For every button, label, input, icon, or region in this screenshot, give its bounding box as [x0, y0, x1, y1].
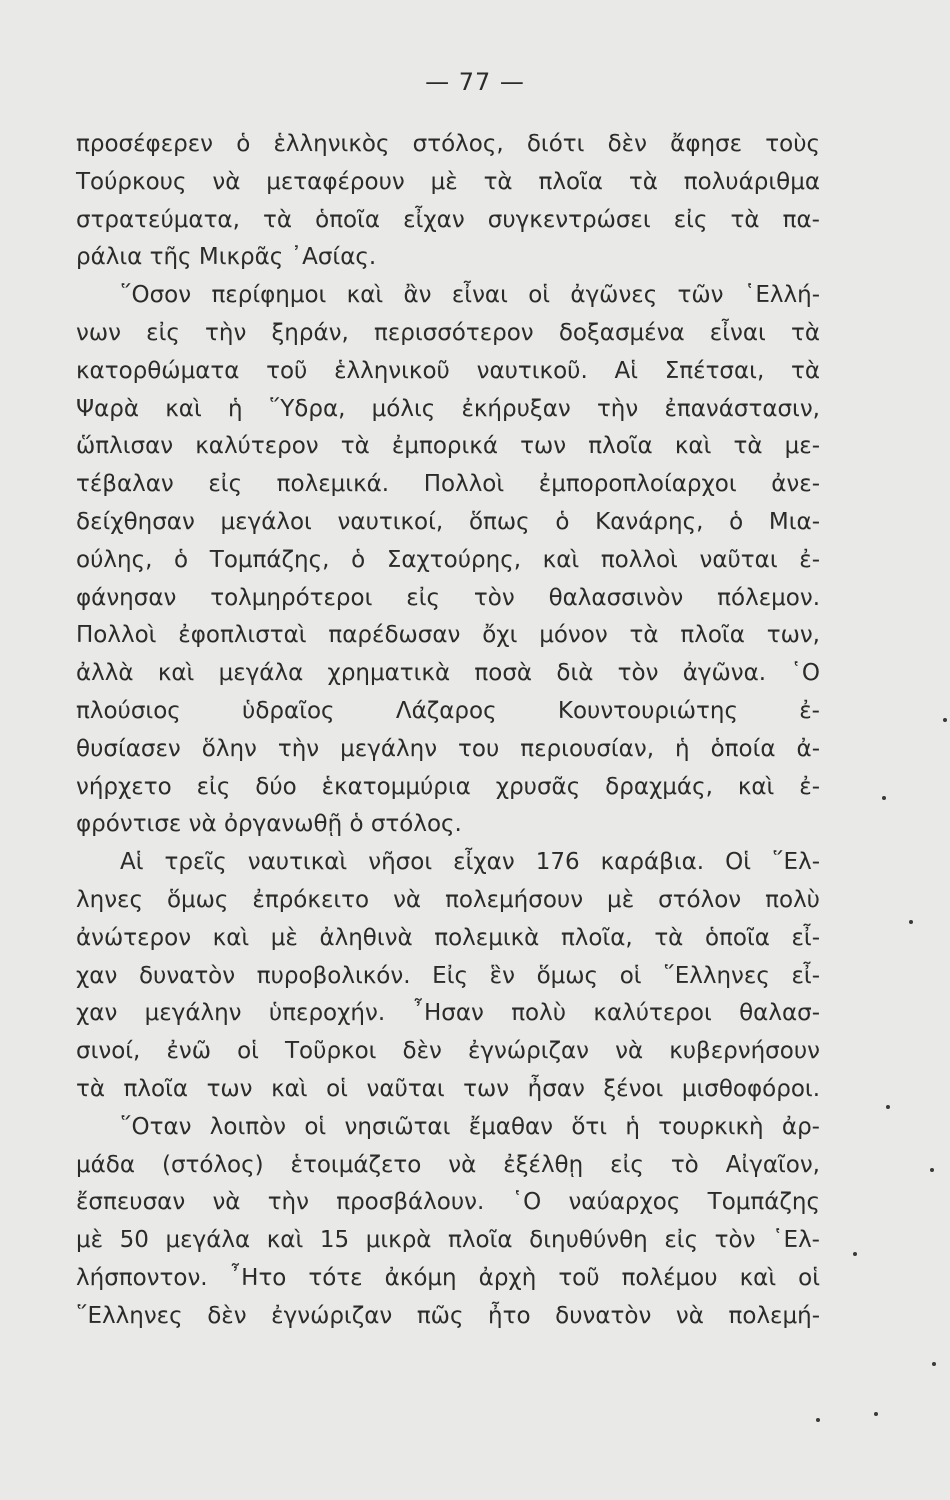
scan-speck [943, 718, 947, 722]
text-line: νων εἰς τὴν ξηράν, περισσότερον δοξασμένα εἶναι τὰ [76, 319, 820, 346]
text-line: ούλης, ὁ Τομπάζης, ὁ Σαχτούρης, καὶ πολλοὶ ναῦται ἐ- [76, 546, 820, 573]
text-line: ῞Οταν λοιπὸν οἱ νησιῶται ἔμαθαν ὅτι ἡ τουρκικὴ ἀρ- [120, 1113, 820, 1140]
text-line: τέβαλαν εἰς πολεμικά. Πολλοὶ ἐμποροπλοίαρχοι ἀνε- [76, 471, 820, 498]
text-line: Τούρκους νὰ μεταφέρουν μὲ τὰ πλοῖα τὰ πολυάριθμα [76, 168, 820, 195]
scan-speck [874, 1412, 878, 1416]
text-line: στρατεύματα, τὰ ὁποῖα εἶχαν συγκεντρώσει εἰς τὰ πα- [76, 206, 820, 233]
text-line: ράλια τῆς Μικρᾶς ᾿Ασίας. [76, 244, 377, 271]
text-line: ῞Οσον περίφημοι καὶ ἂν εἶναι οἱ ἀγῶνες τῶν ῾Ελλή- [120, 282, 820, 309]
text-line: Αἱ τρεῖς ναυτικαὶ νῆσοι εἶχαν 176 καράβια. Οἱ ῞Ελ- [120, 849, 820, 876]
text-line: δείχθησαν μεγάλοι ναυτικοί, ὅπως ὁ Κανάρης, ὁ Μια- [76, 508, 820, 535]
text-line: φρόντισε νὰ ὀργανωθῇ ὁ στόλος. [76, 811, 462, 838]
text-line: μὲ 50 μεγάλα καὶ 15 μικρὰ πλοῖα διηυθύνθη εἰς τὸν ῾Ελ- [76, 1227, 820, 1254]
text-line: νήρχετο εἰς δύο ἑκατομμύρια χρυσᾶς δραχμάς, καὶ ἐ- [76, 773, 820, 800]
text-line: χαν μεγάλην ὑπεροχήν. ῏Ησαν πολὺ καλύτεροι θαλασ- [76, 1000, 820, 1027]
text-line: ἀνώτερον καὶ μὲ ἀληθινὰ πολεμικὰ πλοῖα, τὰ ὁποῖα εἶ- [76, 924, 820, 951]
scan-speck [882, 796, 886, 800]
text-line: Ψαρὰ καὶ ἡ ῞Υδρα, μόλις ἐκήρυξαν τὴν ἐπανάστασιν, [76, 395, 820, 422]
text-line: Πολλοὶ ἐφοπλισταὶ παρέδωσαν ὄχι μόνον τὰ πλοῖα των, [76, 622, 820, 649]
scan-speck [853, 1252, 857, 1256]
text-line: λήσποντον. ῏Ητο τότε ἀκόμη ἀρχὴ τοῦ πολέμου καὶ οἱ [76, 1264, 820, 1291]
text-line: μάδα (στόλος) ἑτοιμάζετο νὰ ἐξέλθῃ εἰς τὸ Αἰγαῖον, [76, 1151, 820, 1178]
text-line: κατορθώματα τοῦ ἑλληνικοῦ ναυτικοῦ. Αἱ Σπέτσαι, τὰ [76, 357, 820, 384]
text-line: φάνησαν τολμηρότεροι εἰς τὸν θαλασσινὸν πόλεμον. [76, 584, 820, 611]
text-line: πλούσιος ὑδραῖος Λάζαρος Κουντουριώτης ἐ- [76, 697, 820, 724]
text-line: τὰ πλοῖα των καὶ οἱ ναῦται των ἦσαν ξένοι μισθοφόροι. [76, 1075, 820, 1102]
text-line: ὥπλισαν καλύτερον τὰ ἐμπορικά των πλοῖα καὶ τὰ με- [76, 433, 820, 460]
text-line: ἀλλὰ καὶ μεγάλα χρηματικὰ ποσὰ διὰ τὸν ἀγῶνα. ῾Ο [76, 660, 820, 687]
text-line: προσέφερεν ὁ ἑλληνικὸς στόλος, διότι δὲν ἄφησε τοὺς [76, 131, 820, 157]
text-line: ῞Ελληνες δὲν ἐγνώριζαν πῶς ἦτο δυνατὸν νὰ πολεμή- [76, 1302, 820, 1329]
text-line: χαν δυνατὸν πυροβολικόν. Εἰς ἓν ὅμως οἱ ῞Ελληνες εἶ- [76, 962, 820, 989]
text-line: σινοί, ἐνῶ οἱ Τοῦρκοι δὲν ἐγνώριζαν νὰ κυβερνήσουν [76, 1038, 820, 1065]
text-line: ἔσπευσαν νὰ τὴν προσβάλουν. ῾Ο ναύαρχος Τομπάζης [76, 1189, 820, 1216]
page-number: — 77 — [425, 68, 525, 96]
scan-speck [930, 1168, 934, 1172]
scan-speck [886, 1105, 890, 1109]
scan-speck [816, 1418, 820, 1422]
text-line: ληνες ὅμως ἐπρόκειτο νὰ πολεμήσουν μὲ στόλον πολὺ [76, 886, 820, 913]
scan-speck [932, 1362, 936, 1366]
body-text [76, 126, 820, 1336]
text-line: θυσίασεν ὅλην τὴν μεγάλην του περιουσίαν, ἡ ὁποία ἀ- [76, 735, 820, 762]
scan-speck [909, 920, 913, 924]
